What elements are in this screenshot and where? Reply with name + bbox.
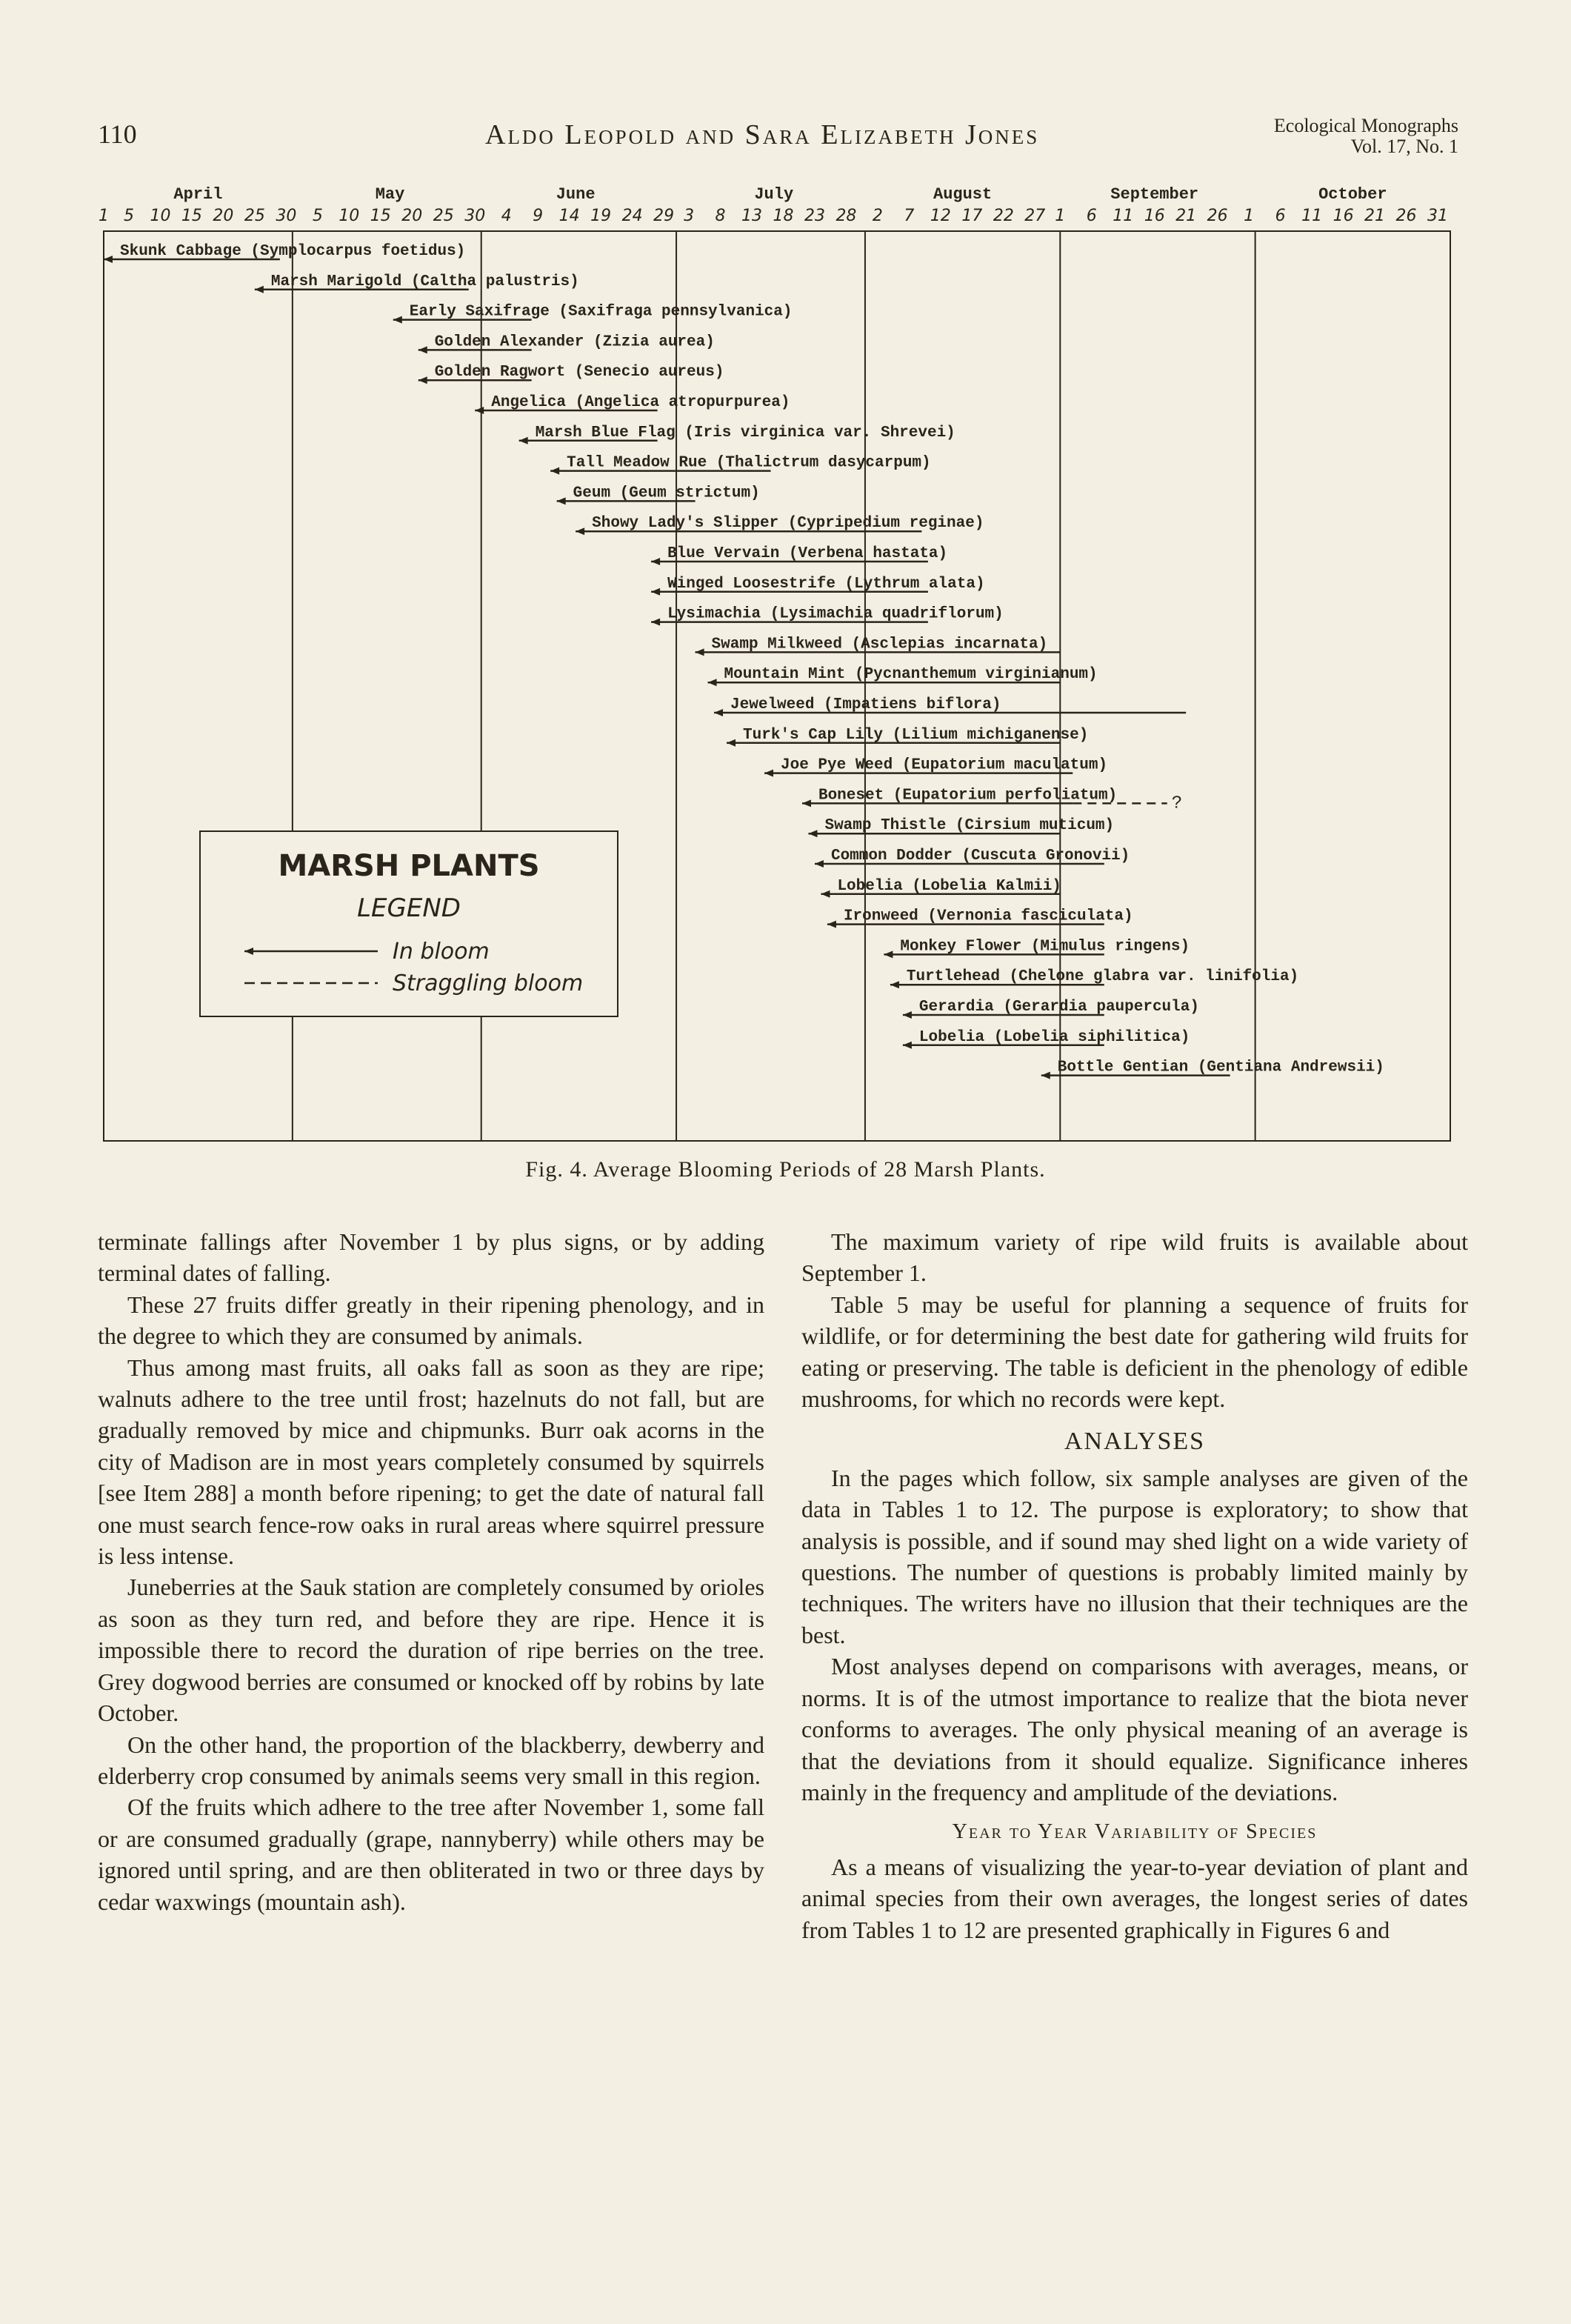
day-tick-label: 10	[150, 207, 171, 225]
subsection-heading: Year to Year Variability of Species	[952, 1820, 1318, 1844]
day-tick-label: 25	[433, 207, 454, 225]
paragraph: These 27 fruits differ greatly in their ripening phenology, and in the degree to which they are consumed by animals.	[98, 1291, 764, 1350]
bloom-arrowhead	[104, 256, 113, 263]
day-tick-label: 21	[1364, 207, 1386, 225]
running-title: Aldo Leopold and Sara Elizabeth Jones	[485, 119, 1040, 150]
bloom-arrowhead	[808, 830, 817, 837]
paragraph: The maximum variety of ripe wild fruits is available about September 1.	[801, 1228, 1468, 1287]
plant-label: Marsh Marigold (Caltha palustris)	[270, 273, 579, 290]
plant-label: Golden Alexander (Zizia aurea)	[434, 333, 715, 351]
month-label: October	[1318, 185, 1387, 204]
plant-label: Golden Ragwort (Senecio aureus)	[434, 364, 724, 382]
bloom-arrowhead	[708, 679, 717, 686]
plant-label: Swamp Milkweed (Asclepias incarnata)	[711, 636, 1048, 653]
legend-in-bloom: In bloom	[393, 939, 490, 965]
day-tick-label: 31	[1427, 207, 1449, 225]
day-tick-label: 2	[872, 207, 883, 225]
bloom-arrowhead	[903, 1011, 912, 1019]
journal-name: Ecological Monographs	[1273, 115, 1458, 136]
bloom-arrowhead	[475, 407, 484, 414]
plant-label: Turtlehead (Chelone glabra var. linifolia)	[906, 968, 1299, 986]
legend-title: MARSH PLANTS	[278, 849, 540, 883]
left-column	[98, 1226, 764, 1917]
bloom-arrowhead	[764, 770, 773, 777]
month-label: May	[375, 185, 405, 204]
bloom-arrowhead	[255, 286, 264, 293]
day-tick-label: 12	[930, 207, 951, 225]
bloom-arrowhead	[890, 981, 899, 988]
plant-label: Early Saxifrage (Saxifraga pennsylvanica)	[409, 303, 793, 321]
bloom-arrowhead	[714, 709, 723, 716]
day-tick-label: 16	[1144, 207, 1165, 225]
day-tick-label: 15	[181, 207, 202, 225]
month-label: September	[1110, 185, 1199, 204]
day-tick-label: 5	[312, 207, 323, 225]
right-column	[801, 1226, 1468, 1945]
bloom-arrowhead	[884, 950, 893, 958]
day-tick-label: 9	[533, 207, 544, 225]
section-heading: ANALYSES	[1064, 1428, 1206, 1456]
month-label: June	[556, 185, 596, 204]
bloom-arrowhead	[903, 1042, 912, 1049]
journal-info	[1274, 116, 1458, 157]
day-tick-label: 21	[1175, 207, 1197, 225]
day-tick-label: 27	[1024, 207, 1046, 225]
bloom-arrowhead	[418, 376, 427, 384]
plant-label: Winged Loosestrife (Lythrum alata)	[667, 575, 985, 593]
month-label: August	[933, 185, 993, 204]
day-tick-label: 5	[123, 207, 134, 225]
day-tick-label: 4	[501, 207, 512, 225]
month-label: April	[173, 185, 223, 204]
bloom-arrowhead	[651, 558, 660, 565]
day-tick-label: 17	[961, 207, 983, 225]
plant-label: Gerardia (Gerardia paupercula)	[918, 999, 1199, 1016]
day-tick-label: 16	[1332, 207, 1354, 225]
day-tick-label: 19	[590, 207, 612, 225]
paragraph: Table 5 may be useful for planning a sequence of fruits for wildlife, or for determining the best date for gathering wild fruits for eating or preserving. The table is deficient in the phenology of edible mushrooms, for which no records were kept.	[801, 1291, 1468, 1413]
bloom-arrowhead	[696, 648, 704, 656]
day-tick-label: 11	[1113, 207, 1134, 225]
day-tick-label: 30	[276, 207, 297, 225]
plant-label: Blue Vervain (Verbena hastata)	[667, 545, 948, 562]
blooming-chart	[89, 178, 1474, 1148]
paragraph: terminate fallings after November 1 by plus signs, or by adding terminal dates of falling.	[98, 1228, 764, 1287]
day-tick-label: 22	[993, 207, 1014, 225]
month-label: July	[754, 185, 794, 204]
bloom-arrowhead	[815, 860, 824, 868]
plant-label: Boneset (Eupatorium perfoliatum)	[818, 787, 1118, 805]
bloom-arrowhead	[576, 527, 584, 535]
uncertain-mark: ?	[1171, 793, 1183, 814]
day-tick-label: 26	[1207, 207, 1228, 225]
day-tick-label: 10	[338, 207, 360, 225]
day-tick-label: 29	[653, 207, 675, 225]
plant-label: Skunk Cabbage (Symplocarpus foetidus)	[120, 243, 466, 260]
legend-subtitle: LEGEND	[357, 893, 461, 923]
figure-caption: Fig. 4. Average Blooming Periods of 28 Marsh Plants.	[525, 1157, 1046, 1182]
day-tick-label: 1	[99, 207, 109, 225]
day-tick-label: 20	[401, 207, 423, 225]
day-tick-label: 1	[1244, 207, 1255, 225]
plant-label: Showy Lady's Slipper (Cypripedium reginae)	[592, 515, 984, 533]
day-tick-label: 26	[1395, 207, 1417, 225]
plant-label: Jewelweed (Impatiens biflora)	[730, 696, 1001, 713]
paragraph: Most analyses depend on comparisons with averages, means, or norms. It is of the utmost importance to realize that the biota never conforms to averages. The only physical meaning of an average is that the deviations from it should equalize. Significance inheres mainly in the frequency and amplitude of the deviations.	[801, 1653, 1468, 1805]
plant-label: Common Dodder (Cuscuta Gronovii)	[830, 848, 1130, 865]
plant-label: Lobelia (Lobelia siphilitica)	[918, 1028, 1190, 1046]
day-tick-label: 8	[715, 207, 726, 225]
bloom-arrowhead	[519, 437, 528, 445]
bloom-arrowhead	[393, 316, 402, 324]
day-tick-label: 23	[804, 207, 825, 225]
day-tick-label: 25	[244, 207, 265, 225]
day-tick-label: 20	[213, 207, 234, 225]
bloom-arrowhead	[821, 890, 830, 898]
day-tick-label: 11	[1301, 207, 1323, 225]
plant-label: Monkey Flower (Mimulus ringens)	[900, 938, 1190, 956]
paragraph: As a means of visualizing the year-to-year deviation of plant and animal species from their own averages, the longest series of dates from Tables 1 to 12 are presented graphically in Figures 6 and	[801, 1853, 1468, 1943]
plant-label: Geum (Geum strictum)	[573, 485, 760, 502]
bloom-arrowhead	[557, 497, 566, 505]
day-tick-label: 13	[741, 207, 763, 225]
day-tick-label: 28	[835, 207, 857, 225]
day-tick-label: 30	[464, 207, 486, 225]
bloom-arrowhead	[827, 921, 836, 928]
day-tick-label: 6	[1086, 207, 1097, 225]
bloom-arrowhead	[1041, 1072, 1050, 1079]
paragraph: Juneberries at the Sauk station are completely consumed by orioles as soon as they turn red, and before they are ripe. Hence it is impossible there to record the duration of ripe berries on the tree. Grey dogwood berries are consumed or knocked off by robins by late October.	[98, 1574, 764, 1727]
plant-label: Angelica (Angelica atropurpurea)	[491, 394, 790, 411]
plant-label: Bottle Gentian (Gentiana Andrewsii)	[1057, 1059, 1384, 1076]
journal-volume: Vol. 17, No. 1	[1350, 136, 1458, 157]
plant-label: Marsh Blue Flag (Iris virginica var. Shrevei)	[535, 424, 955, 442]
plant-label: Turk's Cap Lily (Lilium michiganense)	[743, 726, 1089, 744]
paragraph: Thus among mast fruits, all oaks fall as soon as they are ripe; walnuts adhere to the tree until frost; hazelnuts do not fall, but are gradually removed by mice and chipmunks. Burr oak acorns in the city of Madison are in most years completely consumed by squirrels [see Item 288] a month before ripening; to get the date of natural fall one must search fence-row oaks in rural areas where squirrel pressure is less intense.	[98, 1354, 764, 1570]
day-tick-label: 6	[1275, 207, 1286, 225]
plant-label: Ironweed (Vernonia fasciculata)	[843, 908, 1133, 925]
day-tick-label: 24	[621, 207, 643, 225]
day-tick-label: 18	[773, 207, 794, 225]
plant-label: Mountain Mint (Pycnanthemum virginianum)	[724, 666, 1098, 684]
bloom-arrowhead	[550, 467, 559, 475]
day-tick-label: 1	[1055, 207, 1066, 225]
bloom-arrowhead	[802, 799, 811, 807]
day-tick-label: 15	[370, 207, 391, 225]
plant-label: Lobelia (Lobelia Kalmii)	[837, 877, 1061, 895]
bloom-arrowhead	[727, 739, 736, 747]
plant-label: Swamp Thistle (Cirsium muticum)	[824, 817, 1115, 835]
plant-label: Tall Meadow Rue (Thalictrum dasycarpum)	[567, 454, 931, 472]
page-number: 110	[98, 119, 137, 149]
plant-label: Lysimachia (Lysimachia quadriflorum)	[667, 605, 1004, 623]
paragraph: Of the fruits which adhere to the tree after November 1, some fall or are consumed gradually (grape, nannyberry) while others may be ignored until spring, and are then obliterated in two or three days by cedar waxwings (mountain ash).	[98, 1794, 764, 1915]
day-tick-label: 7	[904, 207, 915, 225]
legend-straggling: Straggling bloom	[393, 970, 584, 996]
plant-label: Joe Pye Weed (Eupatorium maculatum)	[781, 756, 1108, 774]
day-tick-label: 3	[684, 207, 695, 225]
bloom-arrowhead	[651, 619, 660, 626]
bloom-arrowhead	[651, 588, 660, 596]
day-tick-label: 14	[558, 207, 580, 225]
paragraph: On the other hand, the proportion of the blackberry, dewberry and elderberry crop consumed by animals seems very small in this region.	[98, 1731, 764, 1789]
paragraph: In the pages which follow, six sample analyses are given of the data in Tables 1 to 12. The purpose is exploratory; to show that analysis is possible, and if sound may shed light on a wide variety of questions. The number of questions is probably limited mainly by techniques. The writers have no illusion that their techniques are the best.	[801, 1464, 1468, 1648]
bloom-arrowhead	[418, 346, 427, 353]
